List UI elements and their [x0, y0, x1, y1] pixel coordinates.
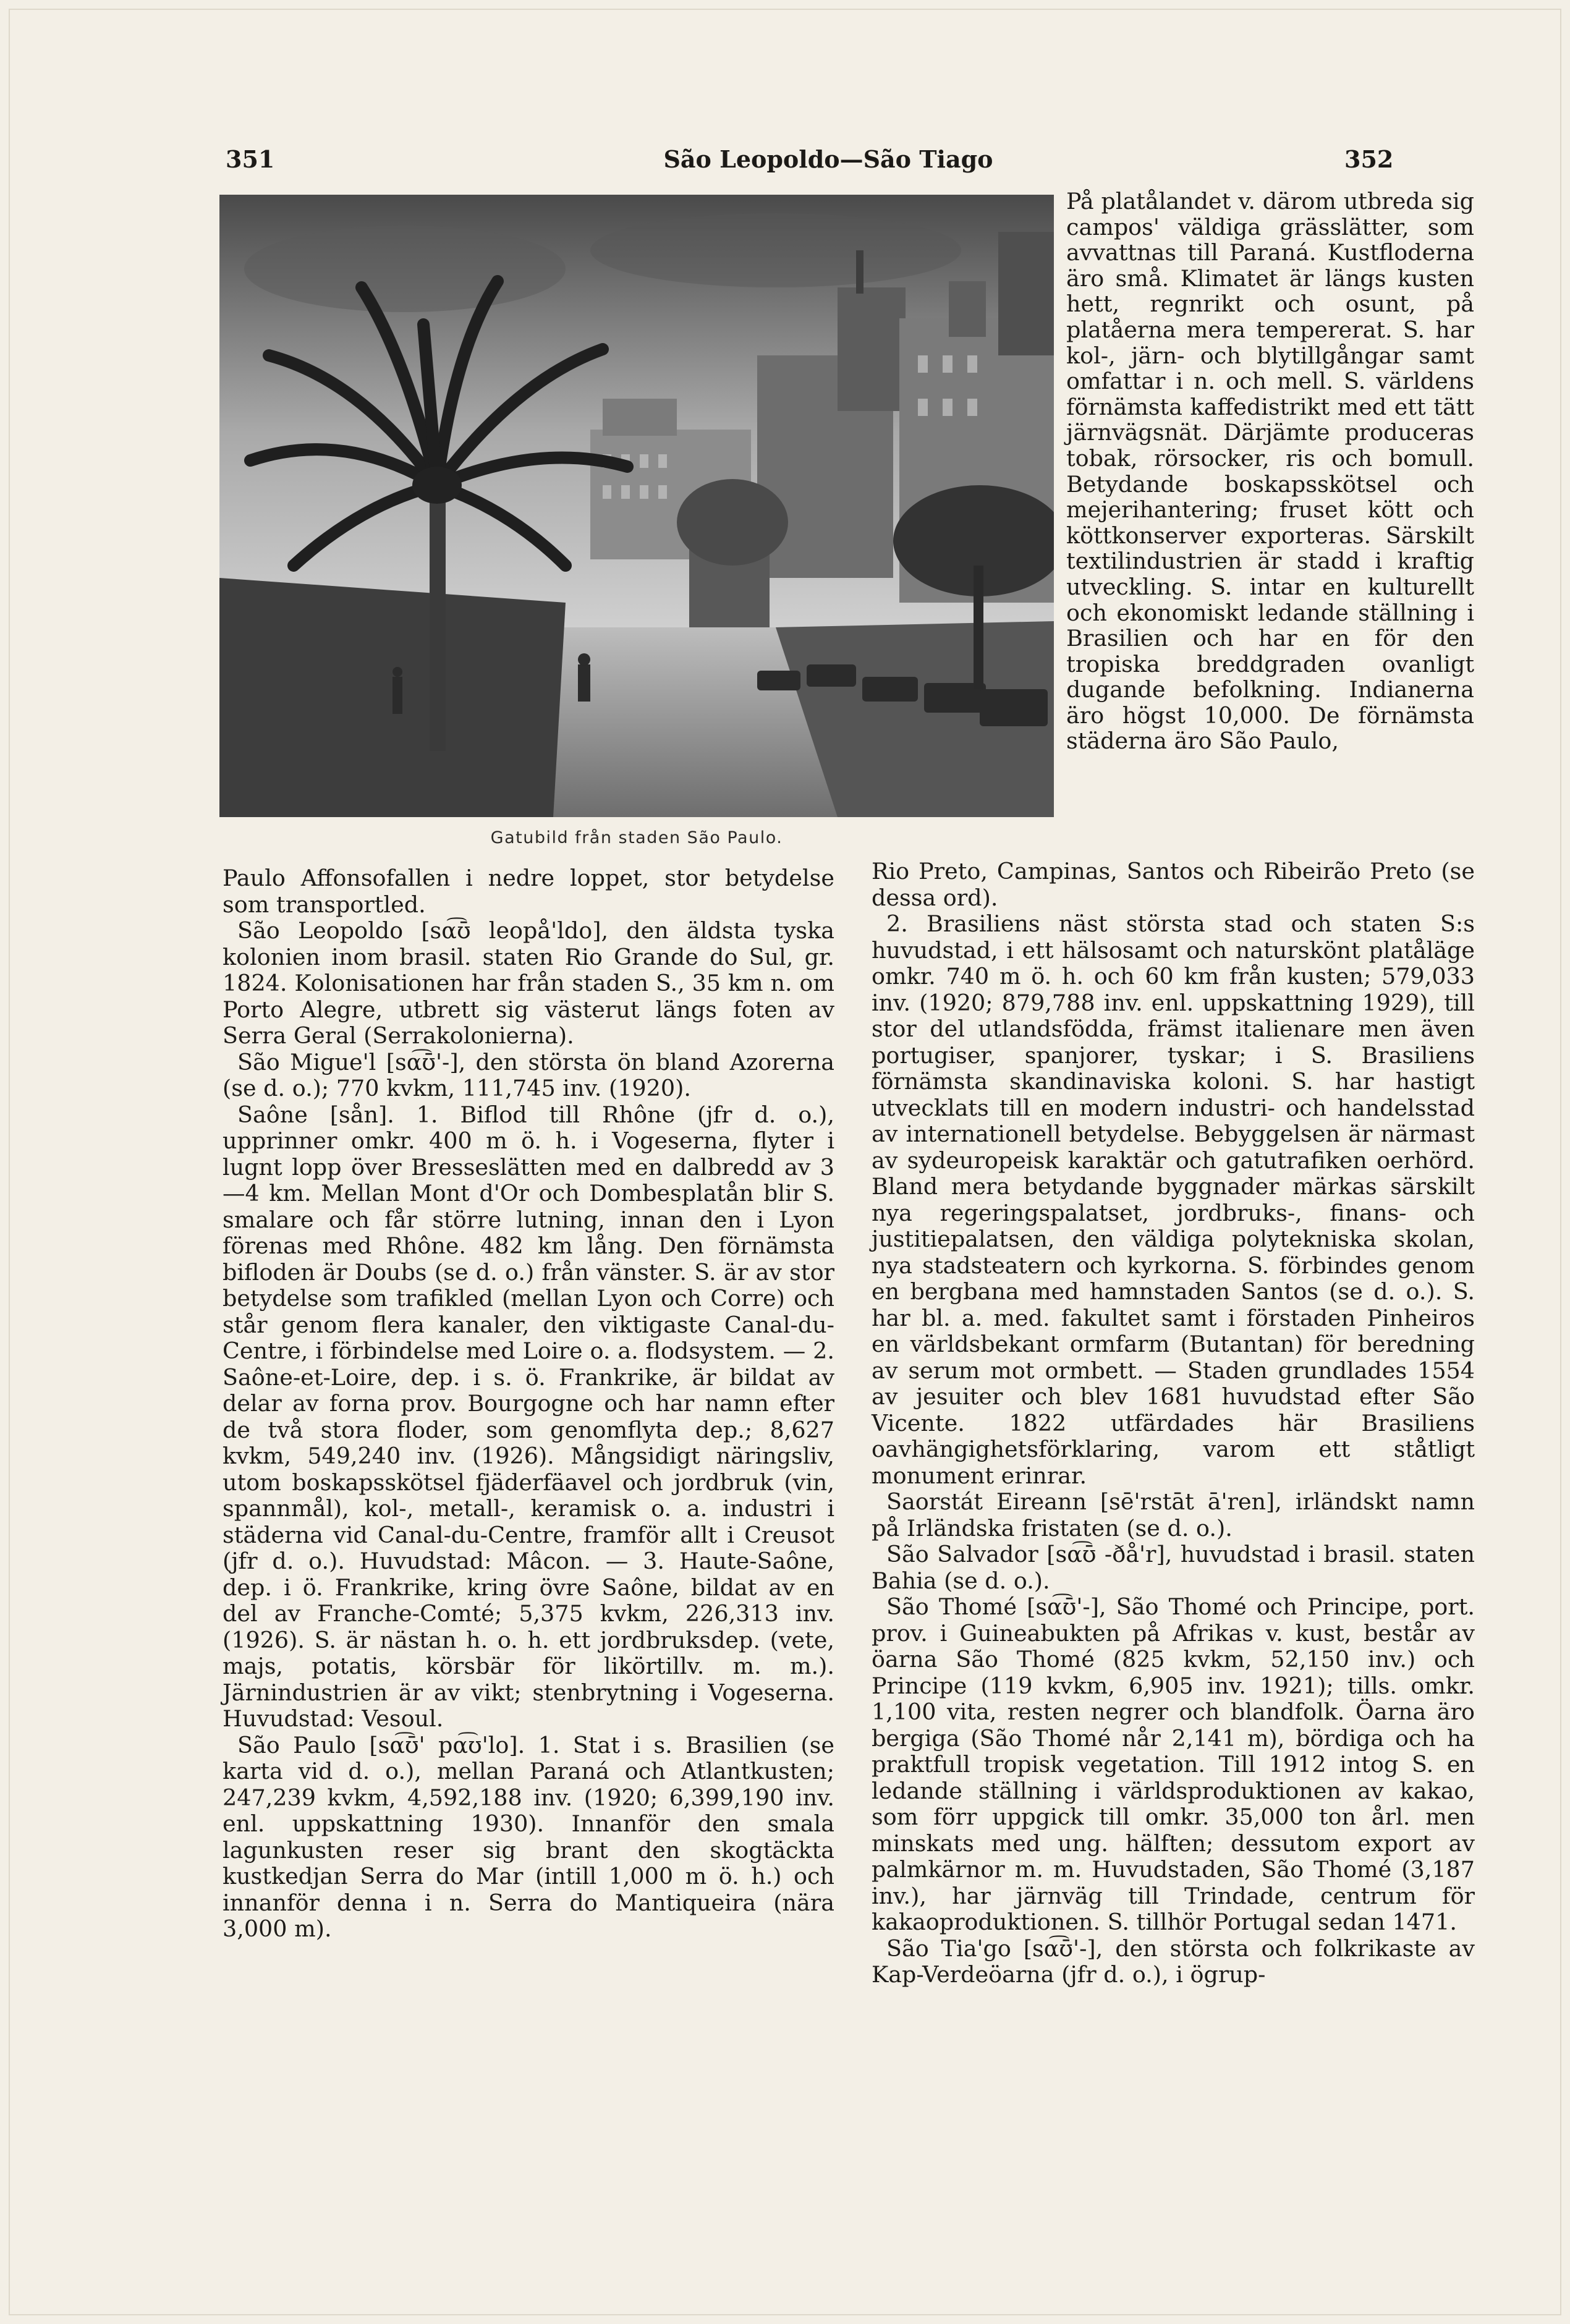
entry-sao-miguel: São Migue'l [sα͡ʊ̄'-], den största ön bland Azorerna (se d. o.); 770 kvkm, 111,745 inv. (1920).	[223, 1048, 834, 1101]
entry-saorstat-eireann: Saorstát Eireann [sē'rstāt ā'ren], irländskt namn på Irländska fristaten (se d. o.).	[872, 1488, 1475, 1542]
left-column	[223, 865, 834, 1943]
paragraph: 2. Brasiliens näst största stad och staten S:s huvudstad, i ett hälsosamt och naturskönt platåläge omkr. 740 m ö. h. och 60 km från kusten; 579,033 inv. (1920; 879,788 inv. enl. uppskattning 1929), till stor del utlandsfödda, främst italienare men även portugiser, spanjorer, tyskar; i S. Brasiliens förnämsta skandinaviska koloni. S. har hastigt utvecklats till en modern industri- och handelsstad av internationell betydelse. Bebyggelsen är närmast av sydeuropeisk karaktär och gatutrafiken oerhörd. Bland mera betydande byggnader märkas särskilt nya regeringspalatset, jordbruks-, finans- och justitiepalatsen, den väldiga polytekniska skolan, nya stadsteatern och kyrkorna. S. förbindes genom en bergbana med hamnstaden Santos (se d. o.). S. har bl. a. med. fakultet samt i förstaden Pinheiros en världsbekant ormfarm (Butantan) för beredning av serum mot ormbett. — Staden grundlades 1554 av jesuiter och blev 1681 huvudstad efter São Vicente. 1822 utfärdades här Brasiliens oavhängighetsförklaring, varom ett ståtligt monument erinrar.	[872, 910, 1475, 1489]
entry-sao-leopoldo: São Leopoldo [sα͡ʊ̄ leopå'ldo], den äldsta tyska kolonien inom brasil. staten Rio Grande do Sul, gr. 1824. Kolonisationen har från staden S., 35 km n. om Porto Alegre, utbrett sig västerut längs foten av Serra Geral (Serrakolonierna).	[223, 917, 834, 1049]
page-number-right: 352	[1344, 145, 1394, 173]
entry-sao-tiago: São Tia'go [sα͡ʊ̄'-], den största och folkrikaste av Kap-Verdeöarna (jfr d. o.), i ögrup-	[872, 1935, 1475, 1988]
page-number-left: 351	[226, 145, 275, 173]
photo-caption: Gatubild från staden São Paulo.	[490, 828, 783, 847]
entry-sao-salvador: São Salvador [sα͡ʊ̄ -ðå'r], huvudstad i brasil. staten Bahia (se d. o.).	[872, 1541, 1475, 1594]
right-column	[872, 859, 1475, 1988]
entry-sao-thome: São Thomé [sα͡ʊ̄'-], São Thomé och Principe, port. prov. i Guineabukten på Afrikas v. kust, består av öarna São Thomé (825 kvkm, 52,150 inv.) och Principe (119 kvkm, 6,905 inv. 1921); tills. omkr. 1,100 vita, resten negrer och blandfolk. Öarna äro bergiga (São Thomé når 2,141 m), bördiga och ha praktfull tropisk vegetation. Till 1912 intog S. en ledande ställning i världsproduktionen av kakao, som förr uppgick till omkr. 35,000 ton årl. men minskats med ung. hälften; dessutom export av palmkärnor m. m. Huvudstaden, São Thomé (3,187 inv.), har järnväg till Trindade, centrum för kakaoproduktionen. S. tillhör Portugal sedan 1471.	[872, 1593, 1475, 1935]
entry-saone: Saône [sån]. 1. Biflod till Rhône (jfr d. o.), upprinner omkr. 400 m ö. h. i Vogeserna, flyter i lugnt lopp över Bresseslätten med en dalbredd av 3—4 km. Mellan Mont d'Or och Dombesplatån blir S. smalare och får större lutning, innan den i Lyon förenas med Rhône. 482 km lång. Den förnämsta bifloden är Doubs (se d. o.) från vänster. S. är av stor betydelse som trafikled (mellan Lyon och Corre) och står genom flera kanaler, den viktigaste Canal-du-Centre, i förbindelse med Loire o. a. flodsystem. — 2. Saône-et-Loire, dep. i s. ö. Frankrike, är bildat av delar av forna prov. Bourgogne och har namn efter de två stora floder, som genomflyta dep.; 8,627 kvkm, 549,240 inv. (1926). Mångsidigt näringsliv, utom boskapsskötsel fjäderfäavel och jordbruk (vin, spannmål), kol-, metall-, keramisk o. a. industri i städerna vid Canal-du-Centre, framför allt i Creusot (jfr d. o.). Huvudstad: Mâcon. — 3. Haute-Saône, dep. i ö. Frankrike, kring övre Saône, bildat av en del av Franche-Comté; 5,375 kvkm, 226,313 inv. (1926). S. är nästan h. o. h. ett jordbruksdep. (vete, majs, potatis, körsbär för likörtillv. m. m.). Järnindustrien är av vikt; stenbrytning i Vogeserna. Huvudstad: Vesoul.	[223, 1101, 834, 1732]
street-photo	[219, 195, 1054, 817]
paragraph: Paulo Affonsofallen i nedre loppet, stor betydelse som transportled.	[223, 865, 834, 918]
right-column-top	[1066, 189, 1474, 754]
entry-sao-paulo: São Paulo [sα͡ʊ̄' pα͡ʊ'lo]. 1. Stat i s. Brasilien (se karta vid d. o.), mellan Paraná och Atlantkusten; 247,239 kvkm, 4,592,188 inv. (1920; 6,399,190 inv. enl. uppskattning 1930). Innanför den smala lagunkusten reser sig brant den skogtäckta kustkedjan Serra do Mar (intill 1,000 m ö. h.) och innanför denna i n. Serra do Mantiqueira (nära 3,000 m).	[223, 1731, 834, 1942]
running-title: São Leopoldo—São Tiago	[663, 145, 993, 173]
paragraph: Rio Preto, Campinas, Santos och Ribeirão Preto (se dessa ord).	[872, 858, 1475, 911]
paragraph: På platålandet v. därom utbreda sig campos' väldiga grässlätter, som avvattnas till Paraná. Kustfloderna äro små. Klimatet är längs kusten hett, regnrikt och osunt, på platåerna mera tempererat. S. har kol-, järn- och blytillgångar samt omfattar i n. och mell. S. världens förnämsta kaffedistrikt med ett tätt järnvägsnät. Därjämte produceras tobak, rörsocker, ris och bomull. Betydande boskapsskötsel och mejerihantering; fruset kött och köttkonserver exporteras. Särskilt textilindustrien är stadd i kraftig utveckling. S. intar en kulturellt och ekonomiskt ledande ställning i Brasilien och har en för den tropiska breddgraden ovanligt dugande befolkning. Indianerna äro högst 10,000. De förnämsta städerna äro São Paulo,	[1066, 188, 1474, 755]
